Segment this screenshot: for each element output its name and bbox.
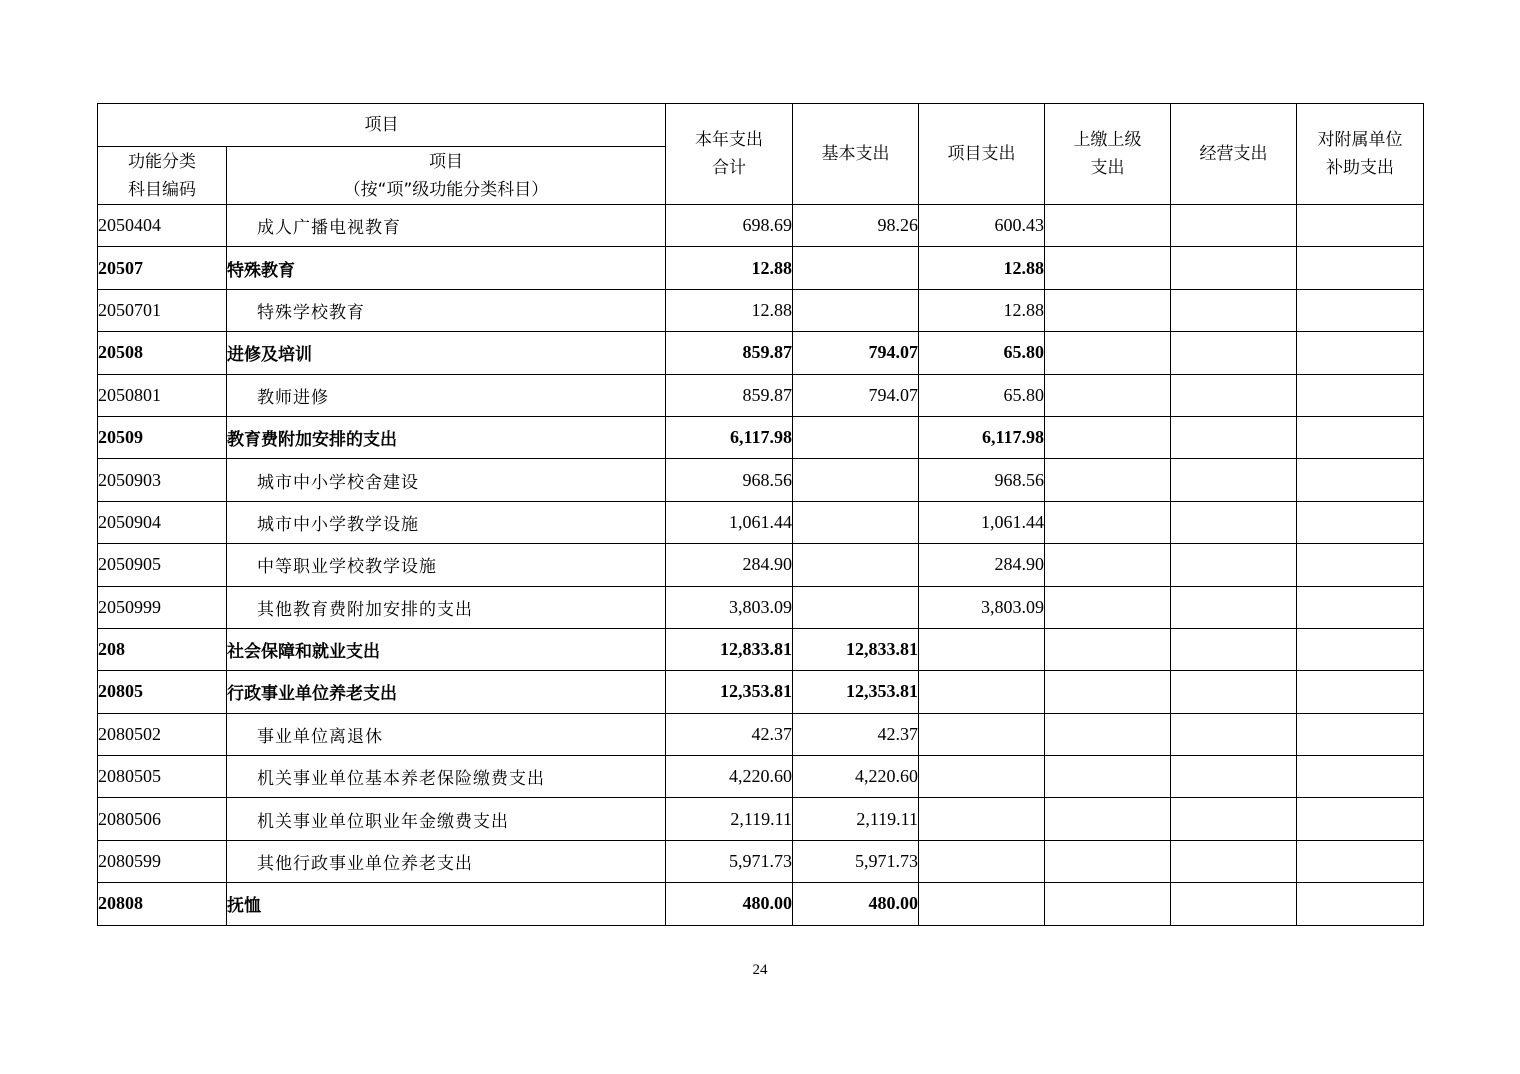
table-row xyxy=(98,205,1424,247)
cell-business xyxy=(1171,416,1297,458)
cell-project: 968.56 xyxy=(919,459,1045,501)
cell-basic xyxy=(793,416,919,458)
header-item-group: 项目 xyxy=(98,104,666,147)
table-row xyxy=(98,459,1424,501)
header-code: 功能分类 科目编码 xyxy=(98,147,227,205)
cell-total: 4,220.60 xyxy=(666,756,793,798)
cell-name: 机关事业单位基本养老保险缴费支出 xyxy=(227,756,666,798)
cell-name: 特殊学校教育 xyxy=(227,289,666,331)
cell-total: 284.90 xyxy=(666,544,793,586)
cell-total: 2,119.11 xyxy=(666,798,793,840)
table-row xyxy=(98,628,1424,670)
cell-upper xyxy=(1045,713,1171,755)
cell-upper xyxy=(1045,501,1171,543)
cell-project: 284.90 xyxy=(919,544,1045,586)
cell-basic: 794.07 xyxy=(793,332,919,374)
cell-basic: 480.00 xyxy=(793,883,919,925)
cell-business xyxy=(1171,501,1297,543)
table-row xyxy=(98,586,1424,628)
cell-code: 2050999 xyxy=(98,586,227,628)
cell-project: 12.88 xyxy=(919,289,1045,331)
cell-subsidy xyxy=(1297,671,1424,713)
cell-basic xyxy=(793,501,919,543)
cell-upper xyxy=(1045,798,1171,840)
cell-business xyxy=(1171,205,1297,247)
cell-name: 教师进修 xyxy=(227,374,666,416)
cell-business xyxy=(1171,289,1297,331)
cell-upper xyxy=(1045,544,1171,586)
table-row xyxy=(98,883,1424,925)
header-name: 项目 （按“项”级功能分类科目） xyxy=(227,147,666,205)
cell-project: 3,803.09 xyxy=(919,586,1045,628)
cell-business xyxy=(1171,247,1297,289)
cell-upper xyxy=(1045,459,1171,501)
cell-name: 城市中小学校舍建设 xyxy=(227,459,666,501)
cell-project xyxy=(919,798,1045,840)
table-row xyxy=(98,332,1424,374)
cell-total: 6,117.98 xyxy=(666,416,793,458)
cell-business xyxy=(1171,671,1297,713)
cell-code: 208 xyxy=(98,628,227,670)
table-row xyxy=(98,671,1424,713)
table-row xyxy=(98,544,1424,586)
cell-subsidy xyxy=(1297,883,1424,925)
cell-code: 20509 xyxy=(98,416,227,458)
cell-subsidy xyxy=(1297,459,1424,501)
cell-total: 3,803.09 xyxy=(666,586,793,628)
cell-subsidy xyxy=(1297,205,1424,247)
cell-total: 859.87 xyxy=(666,332,793,374)
cell-name: 抚恤 xyxy=(227,883,666,925)
cell-code: 20507 xyxy=(98,247,227,289)
cell-project: 1,061.44 xyxy=(919,501,1045,543)
cell-code: 20808 xyxy=(98,883,227,925)
cell-code: 20508 xyxy=(98,332,227,374)
cell-code: 2050404 xyxy=(98,205,227,247)
cell-project: 6,117.98 xyxy=(919,416,1045,458)
cell-upper xyxy=(1045,332,1171,374)
cell-name: 其他教育费附加安排的支出 xyxy=(227,586,666,628)
cell-business xyxy=(1171,459,1297,501)
table-row xyxy=(98,840,1424,882)
cell-subsidy xyxy=(1297,840,1424,882)
cell-total: 12,833.81 xyxy=(666,628,793,670)
cell-subsidy xyxy=(1297,332,1424,374)
cell-total: 698.69 xyxy=(666,205,793,247)
cell-subsidy xyxy=(1297,628,1424,670)
cell-upper xyxy=(1045,756,1171,798)
cell-name: 城市中小学教学设施 xyxy=(227,501,666,543)
cell-subsidy xyxy=(1297,416,1424,458)
cell-business xyxy=(1171,586,1297,628)
cell-project: 65.80 xyxy=(919,332,1045,374)
cell-total: 12.88 xyxy=(666,289,793,331)
cell-name: 事业单位离退休 xyxy=(227,713,666,755)
table-row xyxy=(98,289,1424,331)
cell-code: 2050904 xyxy=(98,501,227,543)
cell-basic: 12,353.81 xyxy=(793,671,919,713)
cell-code: 2080502 xyxy=(98,713,227,755)
cell-subsidy xyxy=(1297,586,1424,628)
cell-basic xyxy=(793,289,919,331)
cell-business xyxy=(1171,628,1297,670)
cell-project xyxy=(919,713,1045,755)
cell-total: 1,061.44 xyxy=(666,501,793,543)
cell-subsidy xyxy=(1297,713,1424,755)
header-project: 项目支出 xyxy=(919,104,1045,205)
cell-business xyxy=(1171,713,1297,755)
cell-basic xyxy=(793,544,919,586)
table-row xyxy=(98,713,1424,755)
cell-basic: 98.26 xyxy=(793,205,919,247)
cell-total: 12.88 xyxy=(666,247,793,289)
page-number: 24 xyxy=(752,962,768,978)
table-row xyxy=(98,501,1424,543)
cell-code: 2050801 xyxy=(98,374,227,416)
cell-basic: 794.07 xyxy=(793,374,919,416)
cell-subsidy xyxy=(1297,544,1424,586)
cell-basic: 2,119.11 xyxy=(793,798,919,840)
cell-subsidy xyxy=(1297,501,1424,543)
cell-project: 65.80 xyxy=(919,374,1045,416)
cell-project xyxy=(919,671,1045,713)
cell-name: 中等职业学校教学设施 xyxy=(227,544,666,586)
cell-upper xyxy=(1045,247,1171,289)
cell-subsidy xyxy=(1297,756,1424,798)
cell-project xyxy=(919,840,1045,882)
cell-upper xyxy=(1045,374,1171,416)
cell-upper xyxy=(1045,205,1171,247)
cell-subsidy xyxy=(1297,289,1424,331)
cell-upper xyxy=(1045,840,1171,882)
cell-name: 行政事业单位养老支出 xyxy=(227,671,666,713)
cell-project xyxy=(919,628,1045,670)
header-business: 经营支出 xyxy=(1171,104,1297,205)
cell-code: 2080505 xyxy=(98,756,227,798)
cell-code: 20805 xyxy=(98,671,227,713)
cell-total: 12,353.81 xyxy=(666,671,793,713)
cell-basic xyxy=(793,459,919,501)
table-row xyxy=(98,798,1424,840)
cell-code: 2050903 xyxy=(98,459,227,501)
cell-subsidy xyxy=(1297,247,1424,289)
cell-basic xyxy=(793,247,919,289)
cell-basic: 12,833.81 xyxy=(793,628,919,670)
cell-business xyxy=(1171,374,1297,416)
cell-subsidy xyxy=(1297,798,1424,840)
cell-basic: 42.37 xyxy=(793,713,919,755)
table-row xyxy=(98,756,1424,798)
cell-name: 社会保障和就业支出 xyxy=(227,628,666,670)
expenditure-table xyxy=(97,103,1424,926)
cell-project xyxy=(919,756,1045,798)
cell-basic: 4,220.60 xyxy=(793,756,919,798)
header-total: 本年支出 合计 xyxy=(666,104,793,205)
cell-name: 机关事业单位职业年金缴费支出 xyxy=(227,798,666,840)
cell-name: 进修及培训 xyxy=(227,332,666,374)
cell-subsidy xyxy=(1297,374,1424,416)
cell-code: 2080506 xyxy=(98,798,227,840)
cell-business xyxy=(1171,332,1297,374)
cell-basic: 5,971.73 xyxy=(793,840,919,882)
cell-code: 2050905 xyxy=(98,544,227,586)
cell-code: 2080599 xyxy=(98,840,227,882)
cell-upper xyxy=(1045,289,1171,331)
cell-total: 42.37 xyxy=(666,713,793,755)
cell-total: 480.00 xyxy=(666,883,793,925)
cell-total: 968.56 xyxy=(666,459,793,501)
cell-project xyxy=(919,883,1045,925)
cell-code: 2050701 xyxy=(98,289,227,331)
header-subsidy: 对附属单位 补助支出 xyxy=(1297,104,1424,205)
cell-business xyxy=(1171,883,1297,925)
cell-name: 特殊教育 xyxy=(227,247,666,289)
cell-upper xyxy=(1045,628,1171,670)
header-basic: 基本支出 xyxy=(793,104,919,205)
cell-business xyxy=(1171,798,1297,840)
cell-upper xyxy=(1045,586,1171,628)
cell-name: 教育费附加安排的支出 xyxy=(227,416,666,458)
cell-upper xyxy=(1045,416,1171,458)
cell-business xyxy=(1171,840,1297,882)
cell-business xyxy=(1171,756,1297,798)
cell-upper xyxy=(1045,671,1171,713)
cell-name: 成人广播电视教育 xyxy=(227,205,666,247)
cell-total: 5,971.73 xyxy=(666,840,793,882)
header-upper: 上缴上级 支出 xyxy=(1045,104,1171,205)
cell-name: 其他行政事业单位养老支出 xyxy=(227,840,666,882)
table-row xyxy=(98,247,1424,289)
cell-total: 859.87 xyxy=(666,374,793,416)
cell-project: 600.43 xyxy=(919,205,1045,247)
table-row xyxy=(98,374,1424,416)
cell-basic xyxy=(793,586,919,628)
cell-upper xyxy=(1045,883,1171,925)
cell-project: 12.88 xyxy=(919,247,1045,289)
cell-business xyxy=(1171,544,1297,586)
table-row xyxy=(98,416,1424,458)
